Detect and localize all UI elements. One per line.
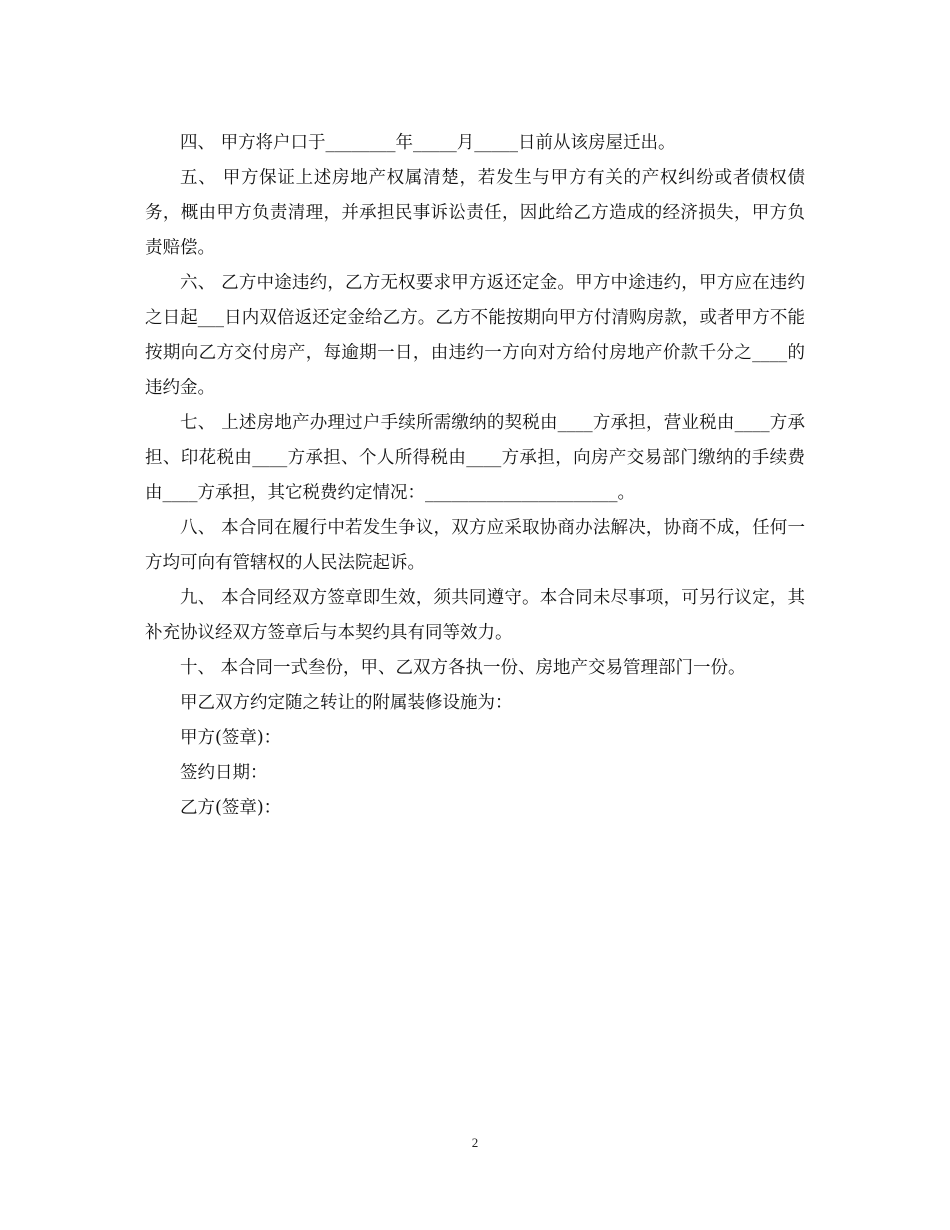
contract-body (145, 126, 805, 826)
clause-eight: 八、 本合同在履行中若发生争议，双方应采取协商办法解决，协商不成，任何一方均可向有管辖权的人民法院起诉。 (145, 518, 805, 573)
page-number: 2 (471, 1135, 479, 1150)
signing-date: 签约日期： (180, 763, 268, 783)
clause-seven: 七、 上述房地产办理过户手续所需缴纳的契税由____方承担，营业税由____方承担、印花税由____方承担、个人所得税由____方承担，向房产交易部门缴纳的手续费由____方承担，其它税费约定情况：______________________。 (145, 413, 805, 503)
clause-ten: 十、 本合同一式叁份，甲、乙双方各执一份、房地产交易管理部门一份。 (180, 658, 746, 678)
clause-five: 五、 甲方保证上述房地产权属清楚，若发生与甲方有关的产权纠纷或者债权债务，概由甲方负责清理，并承担民事诉讼责任，因此给乙方造成的经济损失，甲方负责赔偿。 (145, 168, 805, 258)
party-a-signature: 甲方(签章)： (180, 728, 282, 748)
clause-four: 四、 甲方将户口于________年_____月_____日前从该房屋迁出。 (180, 133, 676, 153)
party-b-signature: 乙方(签章)： (180, 798, 282, 818)
clause-six: 六、 乙方中途违约，乙方无权要求甲方返还定金。甲方中途违约，甲方应在违约之日起___日内双倍返还定金给乙方。乙方不能按期向甲方付清购房款，或者甲方不能按期向乙方交付房产，每逾期一日，由违约一方向对方给付房地产价款千分之____的违约金。 (145, 273, 805, 398)
fixtures-line: 甲乙双方约定随之转让的附属装修设施为： (180, 693, 513, 713)
clause-nine: 九、 本合同经双方签章即生效，须共同遵守。本合同未尽事项，可另行议定，其补充协议经双方签章后与本契约具有同等效力。 (145, 588, 805, 643)
